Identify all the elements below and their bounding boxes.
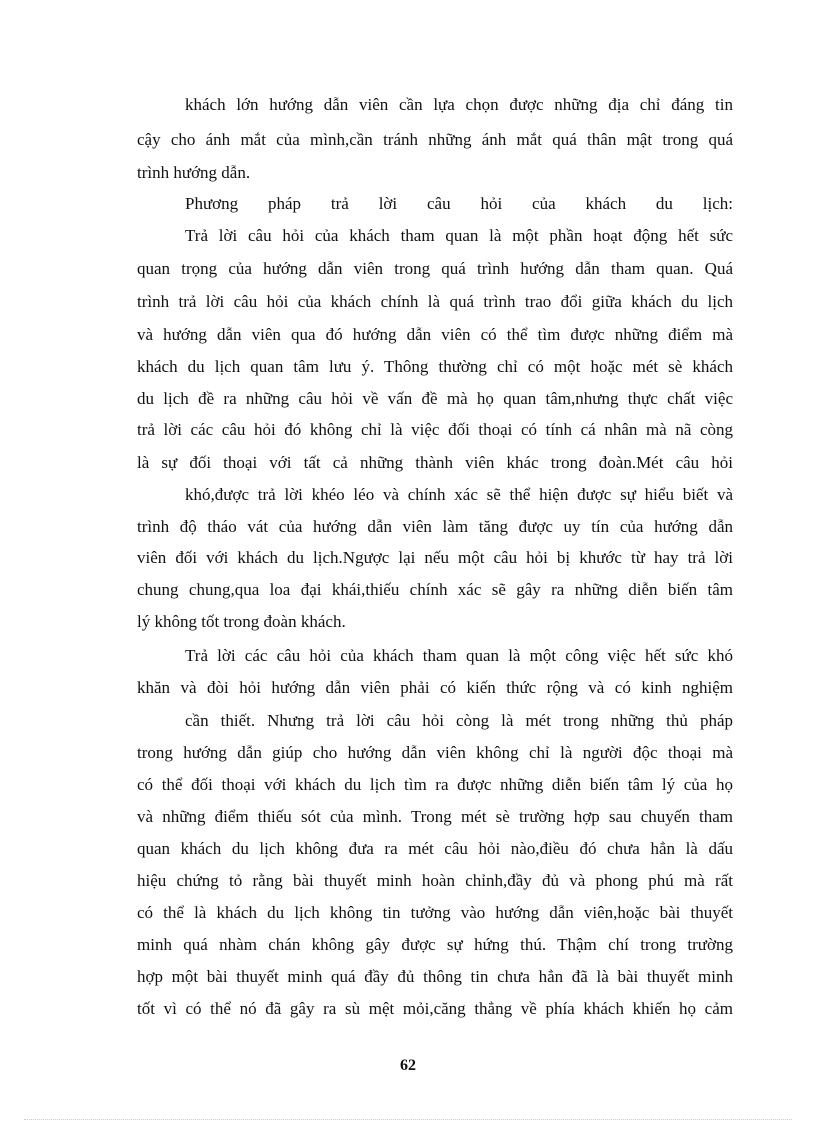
- text-line: khăn và đòi hỏi hướng dẫn viên phải có kiến thức rộng và có kinh nghiệm: [137, 678, 733, 697]
- text-line: du lịch đề ra những câu hỏi về vấn đề mà họ quan tâm,nhưng thực chất việc: [137, 389, 733, 408]
- page-bottom-divider: [24, 1119, 792, 1120]
- text-line: chung chung,qua loa đại khái,thiếu chính xác sẽ gây ra những diễn biến tâm: [137, 580, 733, 599]
- text-line: minh quá nhàm chán không gây được sự hứng thú. Thậm chí trong trường: [137, 935, 733, 954]
- text-line: khó,được trả lời khéo léo và chính xác sẽ thể hiện được sự hiểu biết và: [185, 485, 733, 504]
- text-line: quan khách du lịch không đưa ra mét câu hỏi nào,điều đó chưa hẳn là dấu: [137, 839, 733, 858]
- section-heading: Phương pháp trả lời câu hỏi của khách du lịch:: [185, 194, 733, 213]
- text-line: trình hướng dẫn.: [137, 163, 251, 182]
- text-line: là sự đối thoại với tất cả những thành viên khác trong đoàn.Mét câu hỏi: [137, 453, 733, 472]
- text-line: khách lớn hướng dẫn viên cần lựa chọn được những địa chỉ đáng tin: [185, 95, 733, 114]
- text-line: và những điểm thiếu sót của mình. Trong mét sè trường hợp sau chuyến tham: [137, 807, 733, 826]
- text-line: hợp một bài thuyết minh quá đầy đủ thông tin chưa hẳn đã là bài thuyết minh: [137, 967, 733, 986]
- text-line: trả lời các câu hỏi đó không chỉ là việc đối thoại có tính cá nhân mà nã còng: [137, 420, 733, 439]
- text-line: có thể đối thoại với khách du lịch tìm ra được những diễn biến tâm lý của họ: [137, 775, 733, 794]
- text-line: trong hướng dẫn giúp cho hướng dẫn viên không chỉ là người độc thoại mà: [137, 743, 733, 762]
- text-line: cậy cho ánh mắt của mình,cần tránh những ánh mắt quá thân mật trong quá: [137, 130, 733, 149]
- text-line: hiệu chứng tỏ rằng bài thuyết minh hoàn chỉnh,đầy đủ và phong phú mà rất: [137, 871, 733, 890]
- text-line: viên đối với khách du lịch.Ngược lại nếu một câu hỏi bị khước từ hay trả lời: [137, 548, 733, 567]
- text-line: Trả lời câu hỏi của khách tham quan là một phần hoạt động hết sức: [185, 226, 733, 245]
- text-line: trình độ tháo vát của hướng dẫn viên làm tăng được uy tín của hướng dẫn: [137, 517, 733, 536]
- text-line: lý không tốt trong đoàn khách.: [137, 612, 346, 631]
- text-line: quan trọng của hướng dẫn viên trong quá trình hướng dẫn tham quan. Quá: [137, 259, 733, 278]
- page-number: 62: [400, 1057, 416, 1074]
- text-line: cần thiết. Nhưng trả lời câu hỏi còng là mét trong những thủ pháp: [185, 711, 733, 730]
- text-line: khách du lịch quan tâm lưu ý. Thông thường chỉ có một hoặc mét sè khách: [137, 357, 733, 376]
- text-line: và hướng dẫn viên qua đó hướng dẫn viên có thể tìm được những điểm mà: [137, 325, 733, 344]
- text-line: trình trả lời câu hỏi của khách chính là quá trình trao đổi giữa khách du lịch: [137, 292, 733, 311]
- text-line: tốt vì có thể nó đã gây ra sù mệt mỏi,căng thẳng về phía khách khiến họ cảm: [137, 999, 733, 1018]
- text-line: Trả lời các câu hỏi của khách tham quan là một công việc hết sức khó: [185, 646, 733, 665]
- text-line: có thể là khách du lịch không tin tưởng vào hướng dẫn viên,hoặc bài thuyết: [137, 903, 733, 922]
